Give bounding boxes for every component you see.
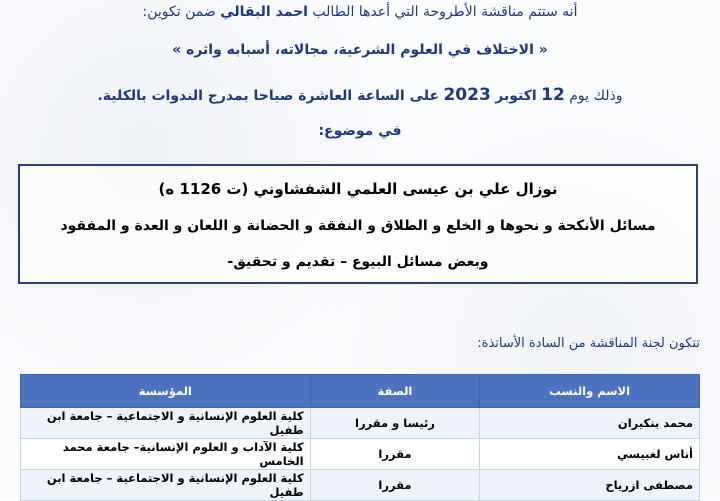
member-institution: كلية العلوم الإنسانية و الاجتماعية – جامعة ابن طفيل [21, 470, 311, 501]
member-name: أناس لغبيسي [480, 439, 700, 470]
schedule-year: 2023 [443, 85, 491, 105]
table-row [21, 408, 700, 439]
schedule-line [0, 85, 720, 105]
member-name: مصطفى ازرياح [480, 470, 700, 501]
member-name: محمد بنكيران [480, 408, 700, 439]
intro-line [0, 4, 720, 20]
topic-box [18, 164, 698, 284]
table-row [21, 470, 700, 501]
program-title: « الاختلاف في العلوم الشرعية، مجالاته، أسبابه واثره » [172, 42, 548, 58]
topic-line-1: نوزال علي بن عيسى العلمي الشفشاوني (ت 1126 ه) [158, 180, 558, 198]
member-institution: كلية العلوم الإنسانية و الاجتماعية – جامعة ابن طفيل [21, 408, 311, 439]
member-role: مقررا [310, 470, 480, 501]
topic-line-2: مسائل الأنكحة و نحوها و الخلع و الطلاق و النفقة و الحضانة و اللعان و العدة و المفقود [60, 218, 656, 234]
member-role: مقررا [310, 439, 480, 470]
member-role: رئيسا و مقررا [310, 408, 480, 439]
header-role: الصفة [310, 375, 480, 408]
student-name: احمد البقالي [220, 4, 308, 20]
table-header-row [21, 375, 700, 408]
member-institution: كلية الآداب و العلوم الإنسانية– جامعة محمد الخامس [21, 439, 311, 470]
schedule-day: 12 [541, 85, 565, 105]
topic-line-3: وبعض مسائل البيوع – تقديم و تحقيق- [227, 254, 489, 270]
schedule-part3: على الساعة العاشرة صباحا بمدرج الندوات بالكلية. [97, 88, 440, 104]
header-institution: المؤسسة [21, 375, 311, 408]
topic-label: في موضوع: [318, 123, 402, 139]
table-row [21, 439, 700, 470]
intro-suffix: ضمن تكوين: [142, 4, 216, 20]
header-name: الاسم والنسب [480, 375, 700, 408]
committee-intro: تتكون لجنة المناقشة من السادة الأساتذة: [477, 336, 700, 351]
committee-table [20, 374, 700, 501]
schedule-part1: وذلك يوم [569, 88, 623, 104]
schedule-month: اكتوبر [495, 88, 537, 104]
intro-prefix: أنه ستتم مناقشة الأطروحة التي أعدها الطالب [312, 4, 578, 20]
